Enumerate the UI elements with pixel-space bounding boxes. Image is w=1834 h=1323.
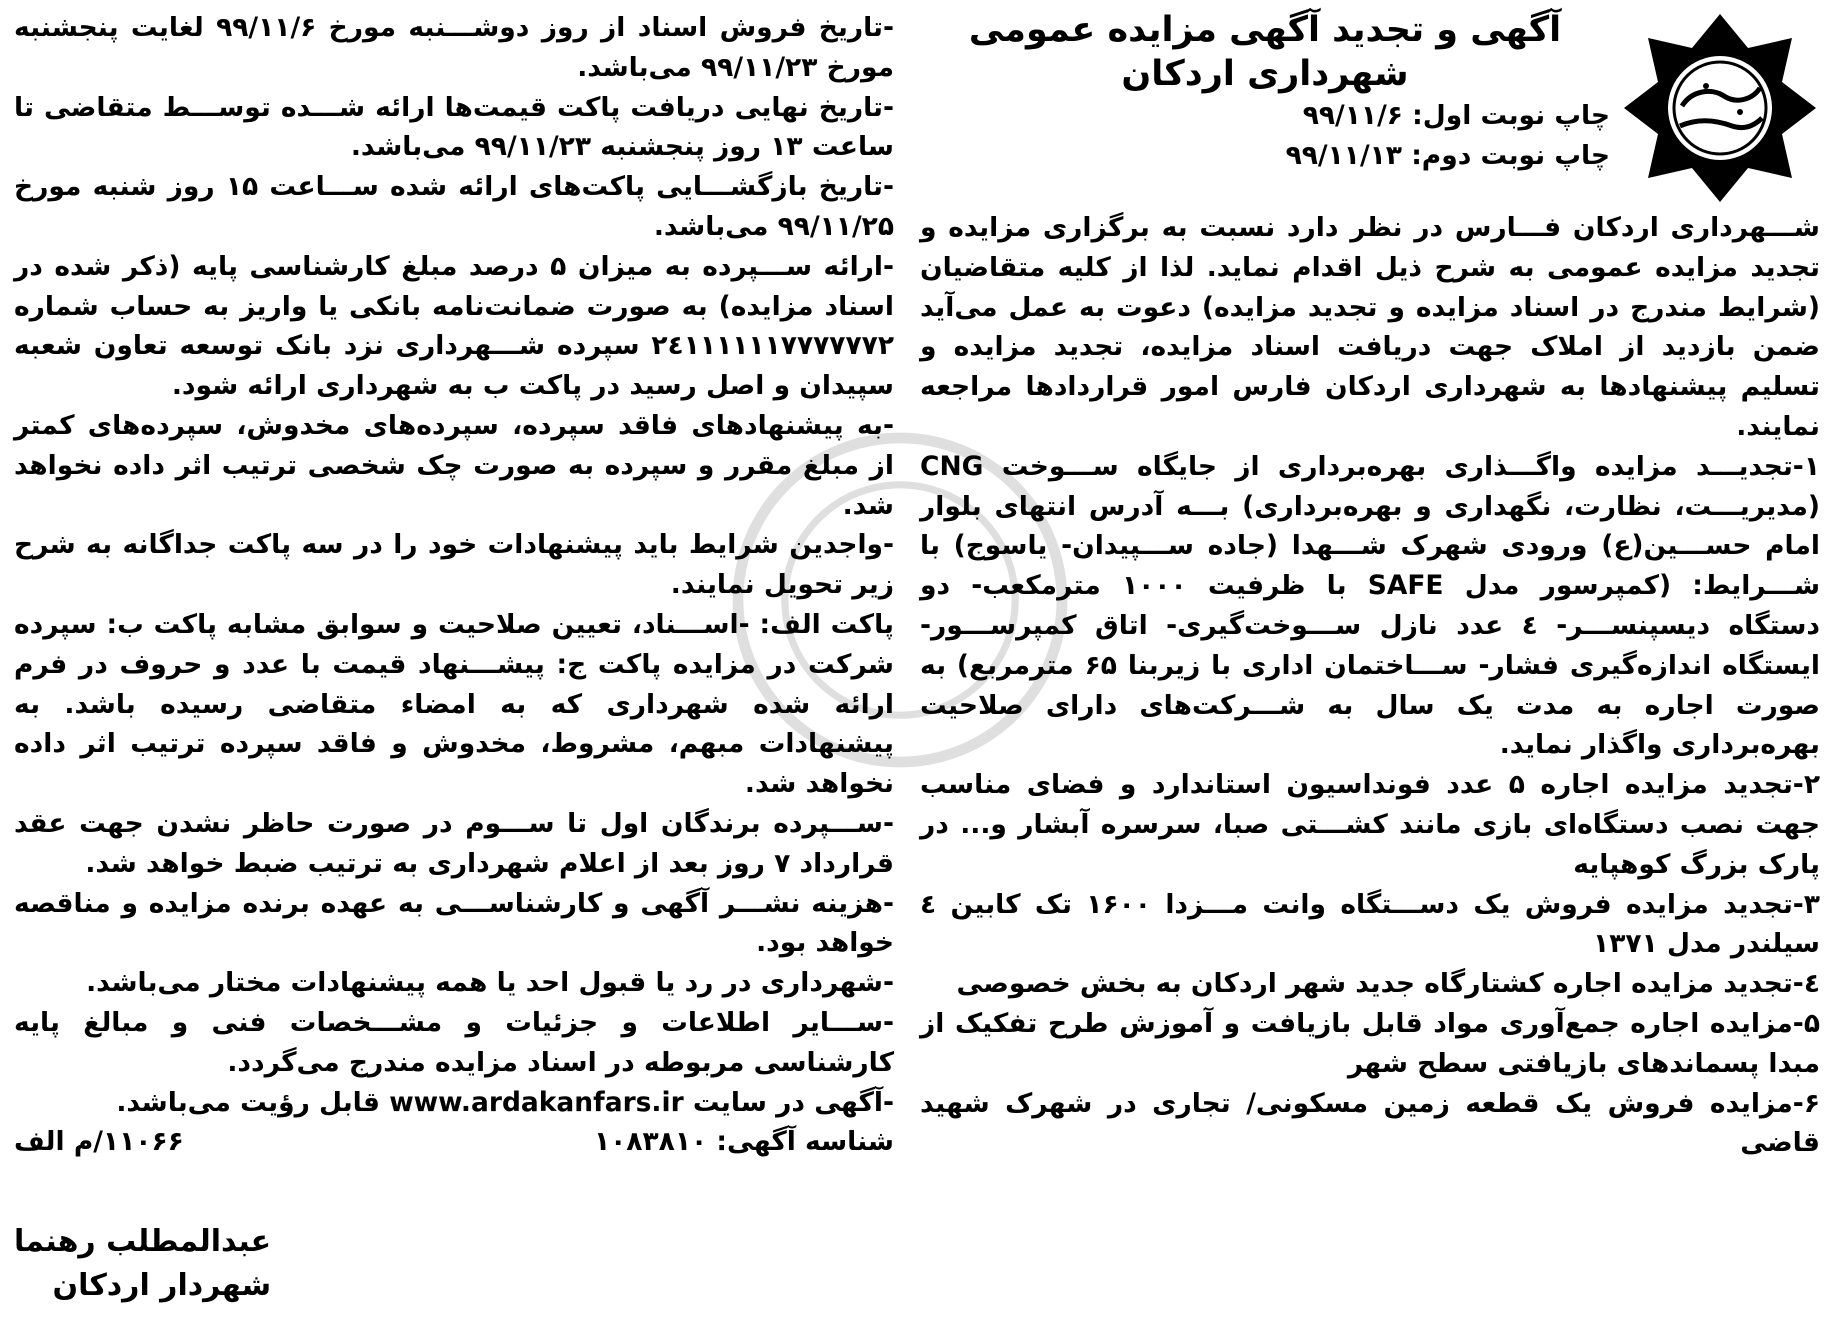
notice-header	[920, 8, 1820, 208]
notice-id-row	[14, 1122, 894, 1162]
condition-5: -به پیشنهادهای فاقد سپرده، سپرده‌های مخدوش، سپرده‌های کمتر از مبلغ مقرر و سپرده به صورت چک شخصی ترتیب اثر داده نخواهد شد.	[14, 409, 894, 521]
signature-block	[14, 1220, 271, 1308]
condition-6: -واجدین شرایط باید پیشنهادات خود را در سه پاکت جداگانه به شرح زیر تحویل نمایند.	[14, 529, 894, 601]
left-column	[14, 8, 894, 1162]
condition-10: -شهرداری در رد یا قبول احد یا همه پیشنهادات مختار می‌باشد.	[86, 967, 894, 999]
signer-role: شهردار اردکان	[52, 1268, 272, 1303]
condition-12: -آگهی در سایت www.ardakanfars.ir قابل رؤیت می‌باشد.	[116, 1086, 894, 1118]
condition-11: -ســـایر اطلاعات و جزئیات و مشـــخصات فنی و مبالغ پایه کارشناسی مربوطه در اسناد مزایده مندرج می‌گردد.	[14, 1006, 894, 1078]
condition-9: -هزینه نشـــر آگهی و کارشناســـی به عهده برنده مزایده و مناقصه خواهد بود.	[14, 887, 894, 959]
auction-item-5: ۵-مزایده اجاره جمع‌آوری مواد قابل بازیافت و آموزش طرح تفکیک از مبدا پسماندهای بازیافتی سطح شهر	[920, 1007, 1820, 1079]
condition-4: -ارائه ســـپرده به میزان ۵ درصد مبلغ کارشناسی پایه (ذکر شده در اسناد مزایده) به صورت ضمانت‌نامه بانکی یا واریز به حساب شماره ۲٤۱۱۱۱۱۱۷۷۷۷۷۷۲ سپرده شـــهرداری نزد بانک توسعه تعاون شعبه سپیدان و اصل رسید در پاکت ب به شهرداری ارائه شود.	[14, 250, 894, 402]
condition-7: پاکت الف: -اســـناد، تعیین صلاحیت و سوابق مشابه پاکت ب: سپرده شرکت در مزایده پاکت ج: پیشـــنهاد قیمت با عدد و حروف در فرم ارائه شده شهرداری که به امضاء متقاضی رسیده باشد. به پیشنهادات مبهم، مشروط، مخدوش و فاقد سپرده ترتیب اثر داده نخواهد شد.	[14, 608, 894, 800]
title-line-1: آگهی و تجدید آگهی مزایده عمومی	[968, 10, 1562, 50]
print-date-first: چاپ نوبت اول: ۹۹/۱۱/۶	[1302, 100, 1610, 131]
auction-item-2: ۲-تجدید مزایده اجاره ۵ عدد فونداسیون استاندارد و فضای مناسب جهت نصب دستگاه‌ای بازی مانند کشـــتی صبا، سرسره آبشار و... در پارک بزرگ کوهپایه	[920, 769, 1820, 880]
title-line-2: شهرداری اردکان	[1121, 54, 1409, 94]
auction-item-4: ٤-تجدید مزایده اجاره کشتارگاه جدید شهر اردکان به بخش خصوصی	[956, 968, 1820, 1000]
header-text	[920, 8, 1610, 176]
notice-code: ۱۱۰۶۶/م الف	[14, 1126, 184, 1158]
condition-3: -تاریخ بازگشـــایی پاکت‌های ارائه شده ســـاعت ۱۵ روز شنبه مورخ ۹۹/۱۱/۲۵ می‌باشد.	[14, 171, 894, 242]
auction-item-1: ۱-تجدیـــد مزایده واگـــذاری بهره‌برداری از جایگاه ســـوخت CNG (مدیریـــت، نظارت، نگهداری و بهره‌برداری) بـــه آدرس انتهای بلوار امام حســـین(ع) ورودی شهرک شـــهدا (جاده ســـپیدان- یاسوج) با شـــرایط: (کمپرسور مدل SAFE با ظرفیت ۱۰۰۰ مترمکعب- دو دستگاه دیسپنســـر- ٤ عدد نازل ســـوخت‌گیری- اتاق کمپرســـور- ایستگاه اندازه‌گیری فشار- ســـاختمان اداری با زیربنا ۶۵ مترمربع) به صورت اجاره به مدت یک سال به شـــرکت‌های دارای صلاحیت بهره‌برداری واگذار نماید.	[920, 450, 1821, 761]
municipality-logo-icon	[1620, 8, 1820, 208]
intro-paragraph: شـــهرداری اردکان فـــارس در نظر دارد نسبت به برگزاری مزایده و تجدید مزایده عمومی به شرح ذیل اقدام نماید. لذا از کلیه متقاضیان (شرایط مندرج در اسناد مزایده و تجدید مزایده) دعوت به عمل می‌آید ضمن بازدید از املاک جهت دریافت اسناد مزایده، تجدید مزایده و تسلیم پیشنهادها به شهرداری اردکان فارس امور قراردادها مراجعه نمایند.	[920, 212, 1820, 442]
auction-item-3: ۳-تجدید مزایده فروش یک دســـتگاه وانت مـــزدا ۱۶۰۰ تک کابین ٤ سیلندر مدل ۱۳۷۱	[920, 888, 1820, 960]
auction-item-6: ۶-مزایده فروش یک قطعه زمین مسکونی/ تجاری در شهرک شهید قاضی	[920, 1087, 1820, 1159]
condition-8: -ســـپرده برندگان اول تا ســـوم در صورت حاظر نشدن جهت عقد قرارداد ۷ روز بعد از اعلام شهرداری به ترتیب ضبط خواهد شد.	[14, 807, 894, 879]
notice-id: شناسه آگهی: ۱۰۸۳۸۱۰	[593, 1126, 894, 1158]
print-date-second: چاپ نوبت دوم: ۹۹/۱۱/۱۳	[1285, 139, 1610, 171]
condition-2: -تاریخ نهایی دریافت پاکت قیمت‌ها ارائه شـــده توســـط متقاضی تا ساعت ۱۳ روز پنجشنبه ۹۹/۱۱/۲۳ می‌باشد.	[14, 91, 894, 163]
right-column	[920, 8, 1820, 1163]
notice-title	[920, 8, 1610, 96]
condition-1: -تاریخ فروش اسناد از روز دوشـــنبه مورخ ۹۹/۱۱/۶ لغایت پنجشنبه مورخ ۹۹/۱۱/۲۳ می‌باشد.	[14, 12, 894, 83]
signer-name: عبدالمطلب رهنما	[14, 1224, 272, 1259]
